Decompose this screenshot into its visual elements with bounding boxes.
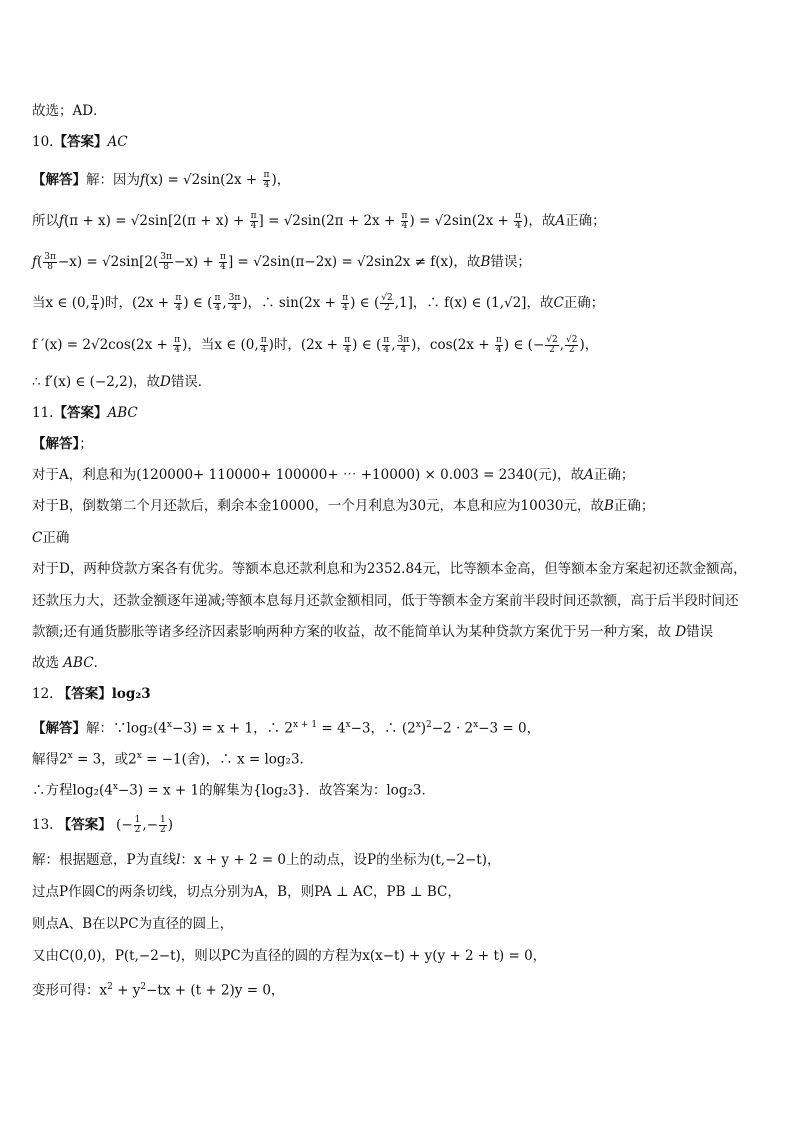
text-run: 款额;还有通货膨胀等诸多经济因素影响两种方案的收益，故不能简单认为某种贷款方案优于另一种方案，故 — [32, 624, 676, 640]
text-run: 错误． — [170, 374, 212, 390]
fraction-numerator: π — [91, 293, 98, 303]
text-run: −3 = 0， — [478, 720, 541, 737]
text-run: , — [222, 295, 227, 311]
text-run: + y — [112, 982, 141, 999]
text-line — [32, 653, 98, 673]
text-run: ) = √2sin(2x + — [409, 213, 514, 229]
text-run: 解得2 — [32, 751, 68, 768]
text-run: (x) = √2sin(2x + — [145, 172, 262, 188]
superscript: 2 — [107, 982, 113, 992]
fraction — [173, 336, 181, 355]
fraction-denominator: 2 — [384, 303, 390, 313]
text-run: f — [32, 254, 37, 270]
fraction-numerator: π — [495, 335, 502, 345]
text-run: ：x + y + 2 = 0上的动点，设P的坐标为(t,−2−t)， — [180, 852, 501, 868]
text-run: ； — [79, 436, 93, 452]
fraction-numerator: π — [250, 211, 257, 221]
text-run: A — [555, 213, 566, 229]
text-line — [32, 815, 173, 835]
text-run: . — [93, 655, 98, 671]
superscript: 2 — [426, 720, 432, 730]
text-run: D — [675, 624, 687, 640]
text-line — [32, 746, 304, 770]
text-run: 【解答】 — [32, 720, 86, 737]
text-run: 对于D，两种贷款方案各有优劣。等额本息还款利息和为2352.84元，比等额本金高，但等额本金方案起初还款金额高， — [32, 561, 747, 577]
text-line — [32, 684, 151, 704]
fraction — [213, 294, 221, 313]
text-run: ] = √2sin(π−2x) = √2sin2x ≠ f(x)，故 — [227, 254, 481, 270]
text-line — [32, 882, 461, 902]
text-run: f — [140, 172, 145, 188]
text-run: 【答案】 — [53, 405, 108, 421]
text-run: )，∴ sin(2x + — [242, 295, 341, 311]
text-run: 错误 — [686, 624, 714, 640]
fraction-denominator: 4 — [400, 345, 407, 355]
text-run: ) — [420, 720, 427, 737]
fraction-numerator: π — [344, 335, 351, 345]
text-run: ) ∈ ( — [350, 295, 380, 311]
text-line — [32, 170, 290, 190]
fraction — [545, 336, 558, 355]
text-line — [32, 403, 138, 423]
text-run: 正确； — [613, 498, 655, 514]
fraction — [495, 336, 503, 355]
fraction-denominator: 2 — [134, 825, 141, 835]
text-run: ) ∈ ( — [352, 337, 382, 353]
fraction-numerator: π — [383, 335, 390, 345]
fraction-denominator: 4 — [263, 180, 270, 190]
text-run: 12. — [32, 686, 58, 702]
text-line — [32, 946, 546, 966]
fraction — [228, 294, 242, 313]
fraction-denominator: 4 — [174, 345, 180, 355]
fraction-numerator: π — [260, 335, 267, 345]
fraction-denominator: 4 — [496, 345, 502, 355]
text-run: 过点P作圆C的两条切线，切点分别为A，B，则PA ⊥ AC，PB ⊥ BC， — [32, 884, 461, 900]
text-run: ) ∈ (− — [503, 337, 545, 353]
text-run: l — [176, 852, 181, 868]
fraction-denominator: 4 — [250, 221, 257, 231]
text-run: 故选 — [32, 655, 64, 671]
text-run: −tx + (t + 2)y = 0， — [146, 982, 285, 999]
fraction-denominator: 4 — [260, 345, 267, 355]
superscript: 2 — [140, 982, 147, 992]
fraction-denominator: 2 — [568, 345, 575, 355]
text-run: 【解答】 — [32, 436, 80, 452]
text-run: C — [553, 295, 564, 311]
fraction-numerator: √2 — [566, 335, 578, 345]
text-run: (π + x) = √2sin[2(π + x) + — [64, 213, 249, 229]
text-run: f — [59, 213, 64, 229]
superscript: x — [136, 751, 142, 761]
fraction-numerator: π — [214, 293, 221, 303]
fraction-numerator: 3π — [44, 252, 56, 262]
text-run: (− — [111, 817, 133, 833]
text-line — [32, 101, 107, 121]
text-line — [32, 914, 233, 934]
fraction — [159, 816, 167, 835]
fraction-denominator: 4 — [231, 303, 238, 313]
text-run: 【答案】 — [57, 817, 112, 833]
text-line — [32, 559, 747, 579]
text-run: )时，(2x + — [99, 295, 174, 311]
text-run: 2( — [144, 254, 159, 270]
fraction-numerator: π — [263, 170, 270, 180]
text-run: = 4 — [317, 720, 346, 737]
fraction — [134, 816, 142, 835]
text-line — [32, 591, 739, 611]
text-run: 正确； — [563, 295, 605, 311]
text-run: 正确； — [593, 467, 635, 483]
text-run: C — [32, 530, 43, 546]
text-run: −2 · 2 — [431, 720, 474, 737]
superscript: x — [67, 751, 73, 761]
text-run: ) — [167, 817, 173, 833]
text-run: , — [391, 337, 396, 353]
text-run: 【解答】 — [32, 172, 86, 188]
fraction-denominator: 4 — [344, 345, 351, 355]
text-run: ∴ f′(x) ∈ (−2,2)，故 — [32, 374, 160, 390]
superscript: x — [166, 720, 172, 730]
text-run: AC — [107, 134, 128, 150]
text-run: 则点A、B在以PC为直径的圆上， — [32, 916, 234, 932]
text-run: D — [159, 374, 171, 390]
superscript: x — [345, 720, 351, 730]
fraction-numerator: 3π — [160, 252, 172, 262]
fraction-numerator: 3π — [397, 335, 410, 345]
fraction — [514, 212, 522, 231]
text-run: A — [584, 467, 594, 483]
text-run: −x) + — [173, 254, 219, 270]
fraction-denominator: 4 — [220, 262, 226, 272]
fraction-denominator: 4 — [342, 303, 349, 313]
superscript: x — [112, 782, 118, 792]
text-run: )，故 — [523, 213, 556, 229]
fraction-denominator: 8 — [163, 262, 169, 272]
text-run: )时，(2x + — [268, 337, 343, 353]
text-run: 变形可得：x — [32, 982, 108, 999]
fraction-denominator: 8 — [47, 262, 53, 272]
text-run: 【答案】 — [57, 686, 112, 702]
text-run: 正确； — [565, 213, 606, 229]
text-run: )， — [579, 337, 599, 353]
text-run: −3) = x + 1，∴ 2 — [171, 720, 293, 737]
text-run: 正确 — [42, 530, 70, 546]
fraction-denominator: 2 — [159, 825, 166, 835]
text-run: 还款压力大，还款金额逐年递减;等额本息每月还款金额相同，低于等额本金方案前半段时间还款额，高于后半段时间还 — [32, 593, 739, 609]
text-run: 解：因为 — [86, 172, 140, 188]
fraction-denominator: 4 — [401, 221, 408, 231]
text-run: 对于B，倒数第二个月还款后，剩余本金10000，一个月利息为30元，本息和应为10030元，故 — [32, 498, 604, 514]
fraction — [263, 171, 271, 190]
superscript: x — [473, 720, 479, 730]
fraction-numerator: √2 — [546, 335, 558, 345]
text-run: 10. — [32, 134, 54, 150]
fraction — [91, 294, 99, 313]
fraction-denominator: 4 — [214, 303, 221, 313]
superscript: x — [415, 720, 421, 730]
text-line — [32, 977, 284, 1001]
text-run: ABC — [107, 405, 138, 421]
text-line — [32, 293, 604, 313]
fraction — [219, 253, 227, 272]
fraction-numerator: π — [175, 293, 182, 303]
text-run: 13. — [32, 817, 58, 833]
fraction — [174, 294, 182, 313]
fraction — [341, 294, 349, 313]
fraction-denominator: 4 — [515, 221, 521, 231]
text-run: 故选；AD． — [32, 103, 107, 119]
fraction — [260, 336, 268, 355]
text-line — [32, 715, 540, 739]
text-run: ] = √2sin(2π + 2x + — [258, 213, 400, 229]
text-run: )， — [271, 172, 291, 188]
text-run: −3，∴ (2 — [350, 720, 416, 737]
fraction — [565, 336, 578, 355]
text-run: = 3，或2 — [72, 751, 137, 768]
fraction-numerator: π — [401, 211, 408, 221]
fraction — [250, 212, 258, 231]
text-line — [32, 372, 211, 392]
fraction — [43, 253, 57, 272]
text-line — [32, 434, 93, 454]
fraction-denominator: 2 — [549, 345, 555, 355]
text-run: 【答案】 — [53, 134, 108, 150]
text-line — [32, 850, 501, 870]
text-run: = −1(舍)，∴ x = log₂3. — [141, 751, 304, 768]
text-run: 所以 — [32, 213, 59, 229]
fraction-numerator: π — [515, 211, 522, 221]
text-run: B — [480, 254, 491, 270]
text-line — [32, 335, 598, 355]
text-run: ∴方程log₂(4 — [32, 782, 113, 799]
text-run: −x) = √2sin[ — [57, 254, 145, 270]
text-line — [32, 496, 654, 516]
text-run: ,1]，∴ f(x) ∈ (1,√2]，故 — [394, 295, 554, 311]
text-line — [32, 622, 713, 642]
fraction-numerator: π — [342, 293, 349, 303]
fraction — [382, 336, 390, 355]
fraction-denominator: 4 — [91, 303, 98, 313]
text-run: 又由C(0,0)，P(t,−2−t)，则以PC为直径的圆的方程为x(x−t) + y(y + 2 + t) = 0， — [32, 948, 547, 964]
text-run: log₂3 — [111, 686, 151, 702]
text-run: −3) = x + 1的解集为{log₂3}．故答案为：log₂3． — [117, 782, 435, 799]
fraction-numerator: 3π — [228, 293, 241, 303]
text-run: ABC — [63, 655, 94, 671]
fraction — [401, 212, 409, 231]
text-line — [32, 252, 531, 272]
text-run: 解：∵log₂(4 — [86, 720, 167, 737]
text-run: B — [604, 498, 614, 514]
text-run: ,− — [142, 817, 158, 833]
fraction-numerator: π — [174, 335, 181, 345]
text-line — [32, 211, 606, 231]
text-run: 对于A，利息和为(120000+ 110000+ 100000+ ⋯ +10000) × 0.003 = 2340(元)，故 — [32, 467, 585, 483]
text-run: 错误； — [490, 254, 531, 270]
text-line — [32, 132, 128, 152]
fraction-numerator: π — [220, 252, 226, 262]
superscript: x + 1 — [292, 720, 318, 730]
text-run: 解：根据题意，P为直线 — [32, 852, 177, 868]
text-run: 当x ∈ (0, — [32, 295, 90, 311]
text-run: , — [559, 337, 565, 353]
text-run: ) ∈ ( — [183, 295, 213, 311]
fraction — [159, 253, 173, 272]
fraction — [380, 294, 393, 313]
fraction-numerator: 1 — [159, 815, 166, 825]
fraction — [397, 336, 411, 355]
text-run: )，cos(2x + — [411, 337, 494, 353]
text-line — [32, 465, 634, 485]
text-run: f ′(x) = 2√2cos(2x + — [32, 337, 173, 353]
fraction-denominator: 4 — [383, 345, 390, 355]
fraction-numerator: √2 — [381, 293, 393, 303]
text-line — [32, 528, 69, 548]
text-run: ( — [37, 254, 43, 270]
text-run: )，当x ∈ (0, — [182, 337, 259, 353]
fraction — [343, 336, 351, 355]
fraction-numerator: 1 — [134, 815, 141, 825]
fraction-denominator: 4 — [175, 303, 182, 313]
text-line — [32, 777, 435, 801]
text-run: 11. — [32, 405, 54, 421]
